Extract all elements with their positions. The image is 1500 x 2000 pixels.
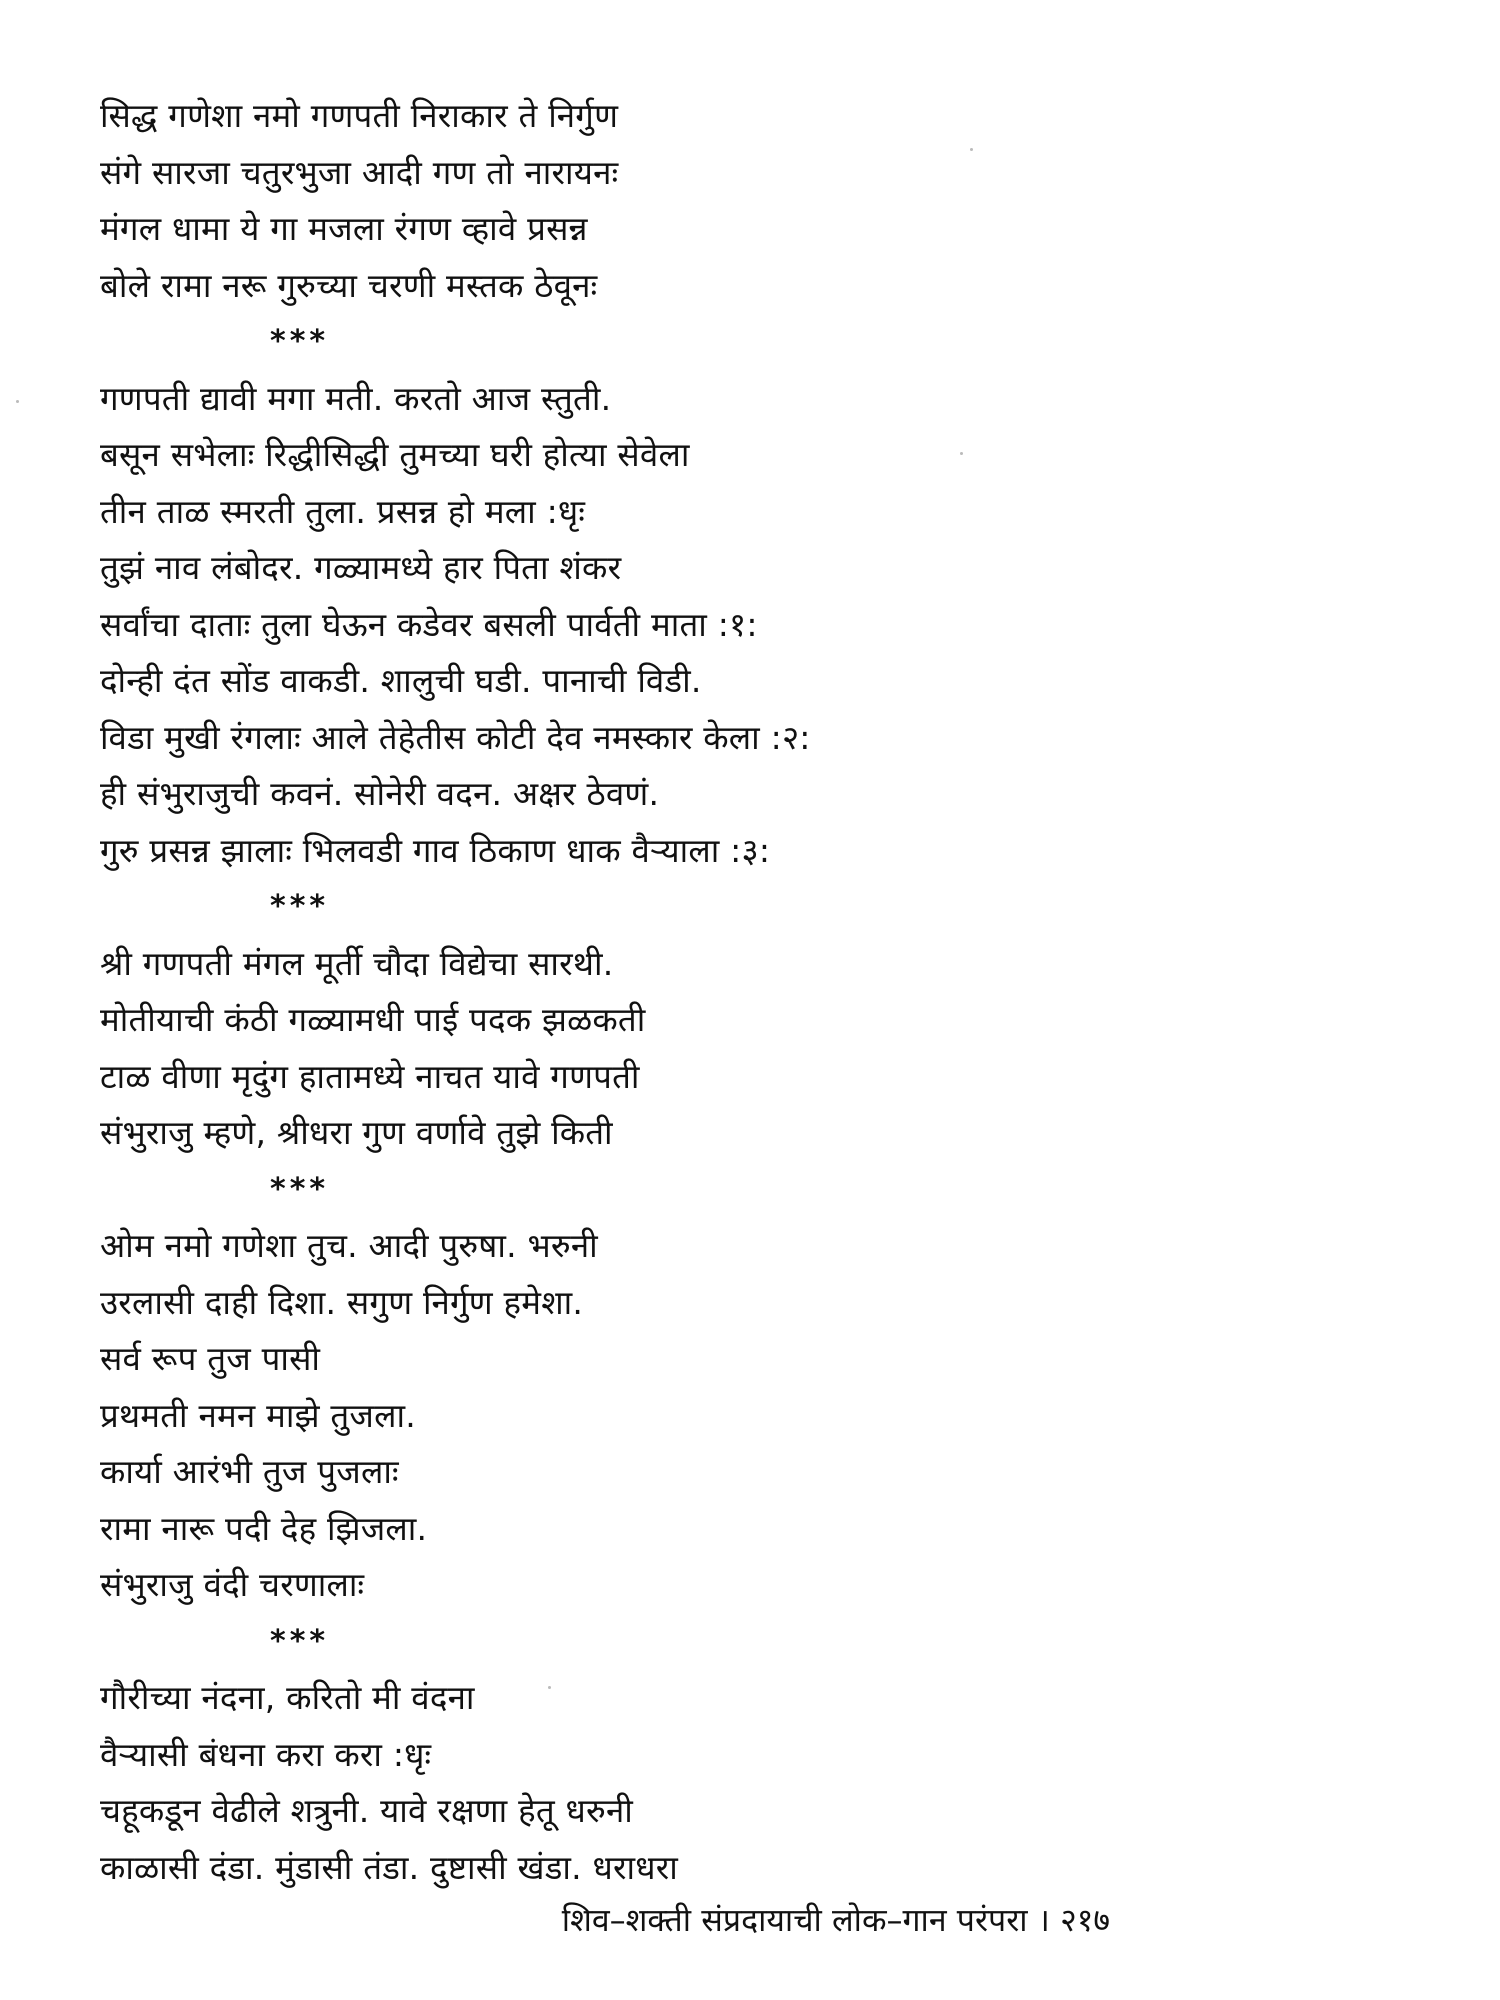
verse-line: कार्या आरंभी तुज पुजलाः <box>100 1452 399 1491</box>
verse-line: संभुराजु म्हणे, श्रीधरा गुण वर्णावे तुझे किती <box>100 1113 613 1152</box>
verse-line: टाळ वीणा मृदुंग हातामध्ये नाचत यावे गणपती <box>100 1056 640 1096</box>
verse-line: मोतीयाची कंठी गळ्यामधी पाई पदक झळकती <box>100 1000 646 1039</box>
stanza-5 <box>100 1670 1400 1896</box>
verse-line: मंगल धामा ये गा मजला रंगण व्हावे प्रसन्न <box>100 209 588 248</box>
verse-line: बसून सभेलाः रिद्धीसिद्धी तुमच्या घरी होत्या सेवेला <box>100 435 690 474</box>
stanza-separator: *** <box>270 889 330 924</box>
verse-line: संगे सारजा चतुरभुजा आदी गण तो नारायनः <box>100 152 619 192</box>
verse-line: श्री गणपती मंगल मूर्ती चौदा विद्येचा सारथी. <box>100 943 614 983</box>
verse-line: संभुराजु वंदी चरणालाः <box>100 1565 365 1604</box>
scan-speck <box>960 452 963 455</box>
verse-line: बोले रामा नरू गुरुच्या चरणी मस्तक ठेवूनः <box>100 265 598 305</box>
verse-line: तीन ताळ स्मरती तुला. प्रसन्न हो मला :धृः <box>100 491 586 531</box>
verse-line: चहूकडून वेढीले शत्रुनी. यावे रक्षणा हेतू धरुनी <box>100 1791 634 1830</box>
stanza-2 <box>100 371 1400 880</box>
scan-speck <box>548 1686 551 1689</box>
verse-line: प्रथमती नमन माझे तुजला. <box>100 1395 416 1435</box>
stanza-separator: *** <box>270 1171 330 1207</box>
verse-line: गुरु प्रसन्न झालाः भिलवडी गाव ठिकाण धाक वैऱ्याला :३: <box>100 830 771 870</box>
verse-line: ही संभुराजुची कवनं. सोनेरी वदन. अक्षर ठेवणं. <box>100 774 660 813</box>
verse-line: काळासी दंडा. मुंडासी तंडा. दुष्टासी खंडा. धराधरा <box>100 1847 678 1887</box>
verse-line: गणपती द्यावी मगा मती. करतो आज स्तुती. <box>100 378 612 418</box>
verse-line: सिद्ध गणेशा नमो गणपती निराकार ते निर्गुण <box>100 96 619 135</box>
stanza-1 <box>100 88 1400 314</box>
verse-line: गौरीच्या नंदना, करितो मी वंदना <box>100 1678 475 1717</box>
scan-speck <box>970 148 973 151</box>
stanza-4 <box>100 1218 1400 1614</box>
verse-line: विडा मुखी रंगलाः आले तेहेतीस कोटी देव नमस्कार केला :२: <box>100 717 811 757</box>
verse-line: ओम नमो गणेशा तुच. आदी पुरुषा. भरुनी <box>100 1226 598 1265</box>
verse-line: दोन्ही दंत सोंड वाकडी. शालुची घडी. पानाची विडी. <box>100 661 702 700</box>
verse-line: वैऱ्यासी बंधना करा करा :धृः <box>100 1734 432 1774</box>
stanza-3 <box>100 936 1400 1162</box>
poem-body <box>100 88 1400 1896</box>
verse-line: उरलासी दाही दिशा. सगुण निर्गुण हमेशा. <box>100 1282 584 1322</box>
scan-speck <box>16 400 19 403</box>
stanza-separator: *** <box>270 1623 330 1659</box>
verse-line: तुझं नाव लंबोदर. गळ्यामध्ये हार पिता शंकर <box>100 548 622 587</box>
verse-line: सर्वांचा दाताः तुला घेऊन कडेवर बसली पार्वती माता :१: <box>100 604 758 644</box>
page-footer: शिव–शक्ती संप्रदायाची लोक–गान परंपरा । २१७ <box>561 1901 1110 1939</box>
verse-line: रामा नारू पदी देह झिजला. <box>100 1508 428 1548</box>
verse-line: सर्व रूप तुज पासी <box>100 1339 321 1378</box>
stanza-separator: *** <box>270 324 330 359</box>
